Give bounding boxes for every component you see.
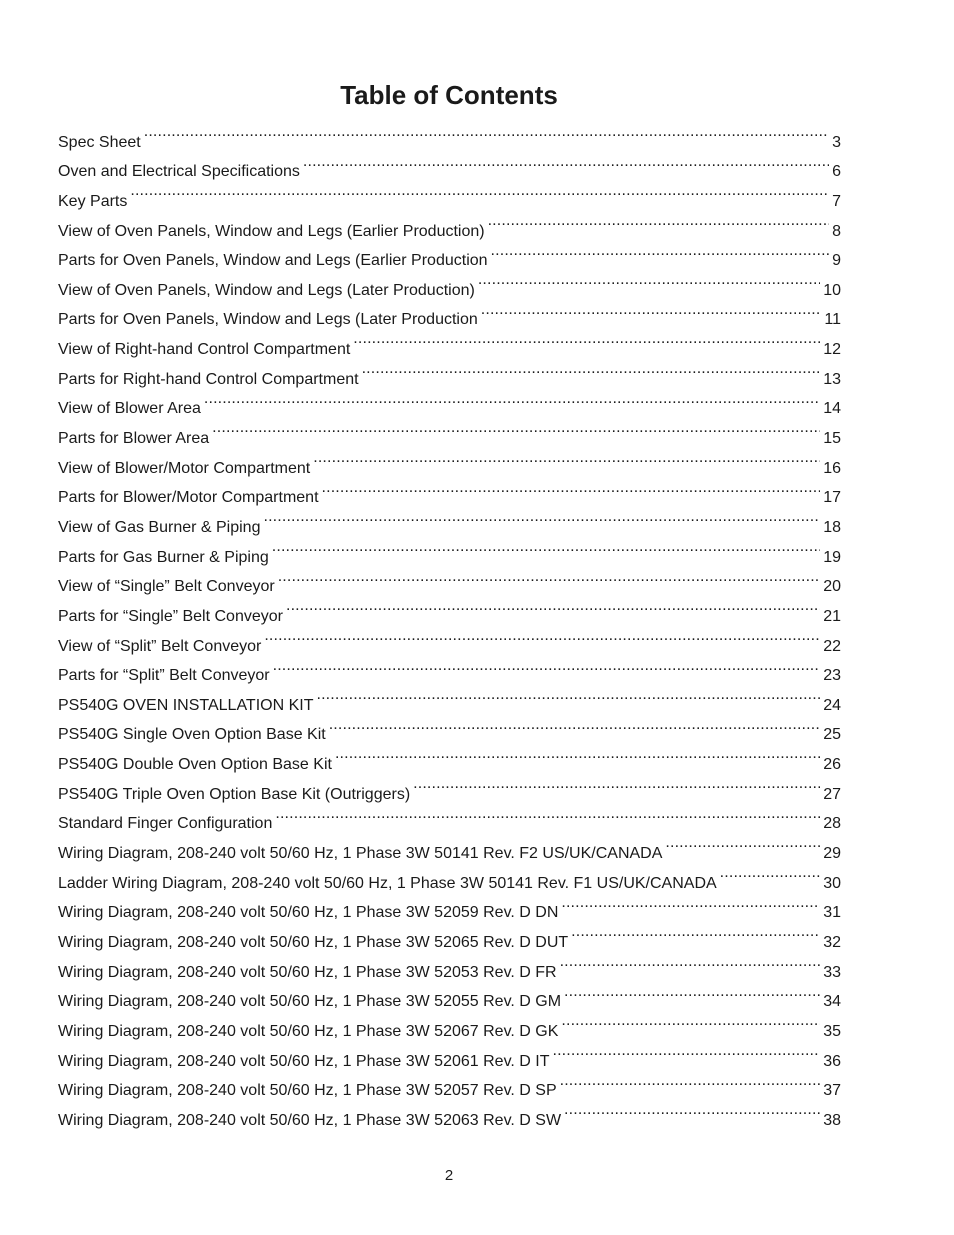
toc-entry-label: View of Blower Area [58,400,201,418]
toc-entry-label: Parts for Right-hand Control Compartment [58,370,359,388]
toc-entry-leader [263,502,820,532]
toc-entry-label: Parts for Oven Panels, Window and Legs (Later Production [58,311,478,329]
toc-entry-page: 33 [823,963,841,981]
toc-entry-leader [204,384,820,414]
toc-entry[interactable] [58,117,841,151]
toc-entry[interactable] [58,176,841,210]
toc-entry-label: View of “Split” Belt Conveyor [58,637,262,655]
toc-entry-label: View of Blower/Motor Compartment [58,459,311,477]
toc-entry-page: 20 [823,578,841,596]
toc-entry-label: Wiring Diagram, 208-240 volt 50/60 Hz, 1 Phase 3W 52059 Rev. D DN [58,904,559,922]
toc-entry-leader [278,562,821,592]
toc-entry-page: 27 [823,785,841,803]
toc-entry-label: Wiring Diagram, 208-240 volt 50/60 Hz, 1 Phase 3W 52067 Rev. D GK [58,1022,559,1040]
toc-entry-leader [303,147,829,177]
toc-entry-leader [275,799,820,829]
toc-entry-page: 14 [823,400,841,418]
toc-entry-page: 36 [823,1052,841,1070]
toc-entry-leader [720,858,821,888]
toc-entry-label: Wiring Diagram, 208-240 volt 50/60 Hz, 1 Phase 3W 50141 Rev. F2 US/UK/CANADA [58,845,663,863]
toc-entry-leader [564,977,820,1007]
toc-entry-page: 11 [824,311,841,329]
toc-entry-page: 37 [823,1082,841,1100]
toc-entry-page: 12 [823,341,841,359]
toc-entry-page: 10 [823,281,841,299]
toc-entry[interactable] [58,206,841,240]
toc-entry-label: Wiring Diagram, 208-240 volt 50/60 Hz, 1 Phase 3W 52065 Rev. D DUT [58,933,569,951]
toc-entry-page: 13 [823,370,841,388]
toc-entry-leader [564,1095,820,1125]
toc-entry-leader [362,354,821,384]
toc-entry-label: Parts for “Split” Belt Conveyor [58,667,270,685]
toc-entry-page: 35 [823,1022,841,1040]
toc-entry-page: 16 [823,459,841,477]
toc-entry-leader [665,828,820,858]
toc-entry-leader [273,651,821,681]
toc-entry-label: Parts for Gas Burner & Piping [58,548,269,566]
toc-entry-page: 21 [823,607,841,625]
toc-entry-label: View of Gas Burner & Piping [58,518,261,536]
toc-entry-label: PS540G OVEN INSTALLATION KIT [58,696,314,714]
toc-entry-page: 31 [823,904,841,922]
toc-entry-leader [571,917,820,947]
toc-entry-label: Key Parts [58,192,128,210]
toc-entry-leader [130,176,829,206]
toc-entry-leader [478,265,820,295]
toc-entry-leader [561,888,820,918]
toc-entry-leader [144,117,829,147]
toc-entry-label: Wiring Diagram, 208-240 volt 50/60 Hz, 1 Phase 3W 52053 Rev. D FR [58,963,557,981]
toc-entry-page: 9 [832,252,841,270]
toc-entry-page: 24 [823,696,841,714]
toc-entry-label: Parts for “Single” Belt Conveyor [58,607,283,625]
toc-entry-leader [329,710,820,740]
toc-entry-leader [353,324,820,354]
toc-entry-leader [264,621,820,651]
toc-entry-label: View of “Single” Belt Conveyor [58,578,275,596]
toc-entry-label: Parts for Blower Area [58,430,210,448]
toc-entry-label: Parts for Blower/Motor Compartment [58,489,319,507]
toc-entry-page: 17 [823,489,841,507]
toc-entry-leader [212,413,820,443]
toc-entry-page: 22 [823,637,841,655]
toc-entry-leader [488,206,830,236]
toc-entry-label: Oven and Electrical Specifications [58,163,300,181]
toc-entry[interactable] [58,147,841,181]
toc-entry-page: 28 [823,815,841,833]
toc-entry-leader [560,1066,821,1096]
toc-entry-label: View of Right-hand Control Compartment [58,341,351,359]
toc-entry-page: 6 [832,163,841,181]
toc-entry-page: 30 [823,874,841,892]
toc-entry-page: 25 [823,726,841,744]
toc-entry-page: 15 [823,430,841,448]
toc-entry-label: PS540G Triple Oven Option Base Kit (Outriggers) [58,785,411,803]
toc-entry-leader [491,236,830,266]
page-title: Table of Contents [340,80,558,110]
toc-entry-leader [561,1006,820,1036]
toc-entry-page: 34 [823,993,841,1011]
toc-entry-page: 18 [823,518,841,536]
toc-entry-page: 8 [832,222,841,240]
toc-entry-leader [316,680,820,710]
toc-entry-leader [322,473,821,503]
toc-entry-label: Parts for Oven Panels, Window and Legs (Earlier Production [58,252,488,270]
toc-entry-page: 3 [832,133,841,151]
page-number: 2 [444,1167,454,1184]
toc-entry-leader [286,591,820,621]
toc-entry-label: Spec Sheet [58,133,141,151]
toc-entry-label: Wiring Diagram, 208-240 volt 50/60 Hz, 1 Phase 3W 52061 Rev. D IT [58,1052,550,1070]
toc-entry-label: Wiring Diagram, 208-240 volt 50/60 Hz, 1 Phase 3W 52055 Rev. D GM [58,993,562,1011]
toc-entry-page: 19 [823,548,841,566]
toc-entry-label: View of Oven Panels, Window and Legs (Later Production) [58,281,475,299]
toc-entry-page: 38 [823,1111,841,1129]
toc-entry-leader [560,947,821,977]
toc-entry-page: 7 [832,192,841,210]
toc-entry-label: PS540G Single Oven Option Base Kit [58,726,326,744]
toc-entry-label: Wiring Diagram, 208-240 volt 50/60 Hz, 1 Phase 3W 52057 Rev. D SP [58,1082,557,1100]
toc-entry-label: PS540G Double Oven Option Base Kit [58,756,332,774]
toc-entry-page: 26 [823,756,841,774]
toc-entry-leader [413,769,820,799]
toc-entry-page: 32 [823,933,841,951]
toc-entry-label: Wiring Diagram, 208-240 volt 50/60 Hz, 1 Phase 3W 52063 Rev. D SW [58,1111,562,1129]
toc-entry-page: 29 [823,845,841,863]
toc-entry-leader [552,1036,820,1066]
toc-entry-label: View of Oven Panels, Window and Legs (Earlier Production) [58,222,485,240]
toc-entry-leader [313,443,820,473]
table-of-contents [58,117,841,1129]
toc-entry-leader [481,295,822,325]
toc-entry-page: 23 [823,667,841,685]
toc-entry-leader [272,532,820,562]
toc-entry-label: Ladder Wiring Diagram, 208-240 volt 50/60 Hz, 1 Phase 3W 50141 Rev. F1 US/UK/CANADA [58,874,717,892]
toc-entry-label: Standard Finger Configuration [58,815,273,833]
toc-entry-leader [335,739,820,769]
